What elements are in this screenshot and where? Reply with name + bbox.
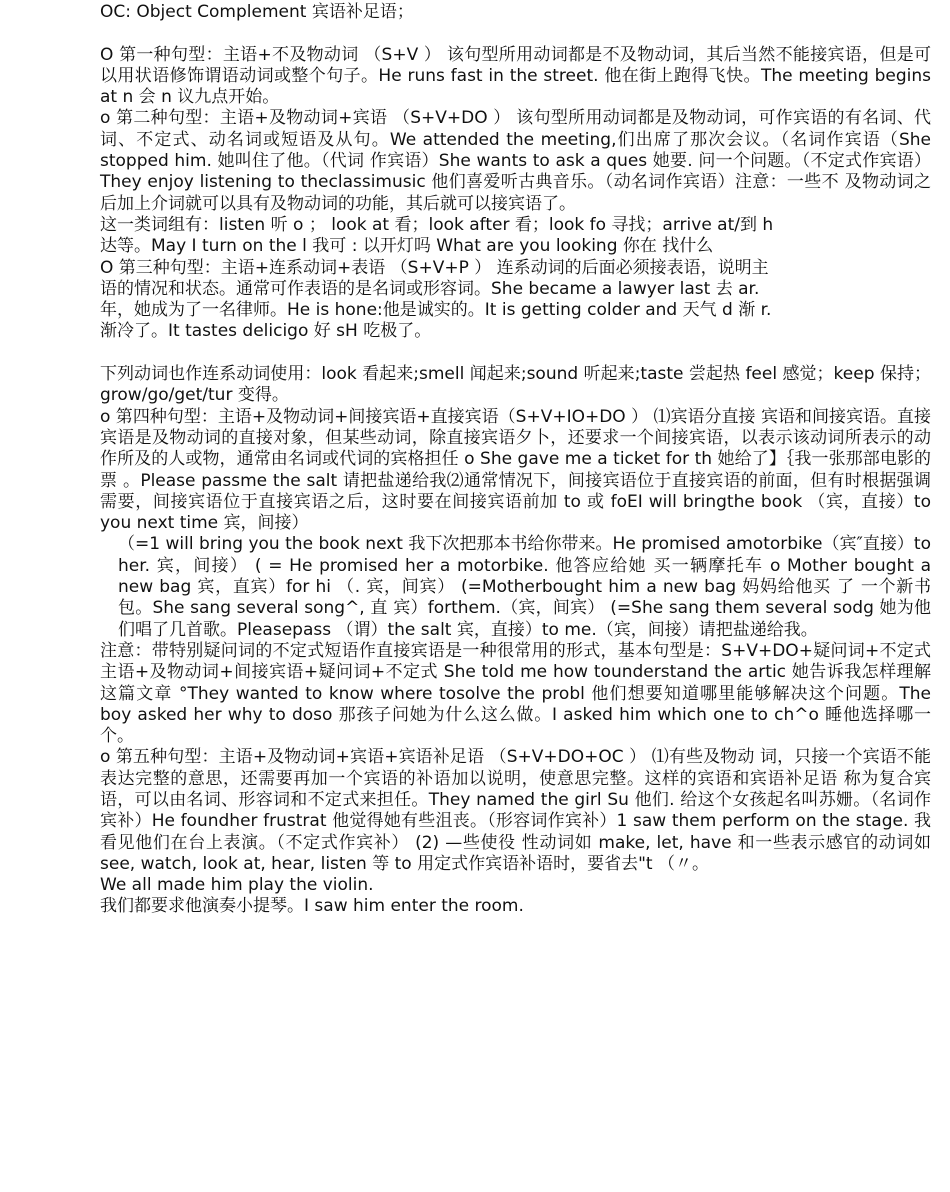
pattern-4-paragraph: o 第四种句型：主语+及物动词+间接宾语+直接宾语（S+V+IO+DO ） ⑴宾语分直接 宾语和间接宾语。直接宾语是及物动词的直接对象，但某些动词，除直接宾语夕卜，还要求一个间接宾语，以表示该动词所表示的动作所及的人或物，通常由名词或代词的宾格担任 o She gave me a ticket for th 她给了】｛我一张那部电影的票 。Please passme the salt 请把盐递给我⑵通常情况下，间接宾语位于直接宾语的前面，但有时根据强调需要，间接宾语位于直接宾语之后，这时要在间接宾语前加 to 或 foEI will bringthe book （宾，直接）to you next time 宾，间接） xyxy=(100,406,931,534)
linking-verbs-paragraph: 下列动词也作连系动词使用：look 看起来;smell 闻起来;sound 听起来;taste 尝起热 feel 感觉；keep 保持；grow/go/get/tur 变得。 xyxy=(100,364,931,406)
pattern-3-line-4: 渐冷了。It tastes delicigo 好 sH 吃极了。 xyxy=(100,321,432,342)
pattern-2-paragraph: o 第二种句型：主语+及物动词+宾语 （S+V+DO ） 该句型所用动词都是及物动词，可作宾语的有名词、代词、不定式、动名词或短语及从句。We attended the meeting,们出席了那次会议。（名词作宾语（She stopped him. 她叫住了他。（代词 作宾语）She wants to ask a ques 她要. 问一个问题。（不定式作宾语）They enjoy listening to theclassimusic 他们喜爱听古典音乐。（动名词作宾语）注意：一些不 及物动词之后加上介词就可以具有及物动词的功能，其后就可以接宾语了。 xyxy=(100,108,931,214)
pattern-3-heading-line: O 第三种句型：主语+连系动词+表语 （S+V+P ） 连系动词的后面必须接表语，说明主 xyxy=(100,257,769,278)
pattern-1-paragraph: O 第一种句型：主语+不及物动词 （S+V ） 该句型所用动词都是不及物动词，其后当然不能接宾语，但是可以用状语修饰谓语动词或整个句子。He runs fast in the street. 他在街上跑得飞快。The meeting begins at n 会 n 议九点开始。 xyxy=(100,44,931,108)
oc-definition: OC: Object Complement 宾语补足语； xyxy=(100,2,414,22)
example-sentence-mixed: 我们都要求他演奏小提琴。I saw him enter the room. xyxy=(100,896,524,917)
pattern-2-phrase-list: 这一类词组有：listen 听 o ； look at 看；look after 看；look fo 寻找；arrive at/到 h xyxy=(100,214,774,235)
pattern-3-line-2: 语的情况和状态。通常可作表语的是名词或形容词。She became a lawyer last 去 ar. xyxy=(100,278,760,299)
blank-line xyxy=(100,23,931,44)
pattern-5-paragraph: o 第五种句型：主语+及物动词+宾语+宾语补足语 （S+V+DO+OC ） ⑴有些及物动 词，只接一个宾语不能表达完整的意思，还需要再加一个宾语的补语加以说明，使意思完整。这样的宾语和宾语补足语 称为复合宾语，可以由名词、形容词和不定式来担任。They named the girl Su 他们. 给这个女孩起名叫苏姗。（名词作宾补）He foundher frustrat 他觉得她有些沮丧。（形容词作宾补）1 saw them perform on the stage. 我看见他们在台上表演。（不定式作宾补） (2) —些使役 性动词如 make, let, have 和一些表示感官的动词如 see, watch, look at, hear, listen 等 to 用定式作宾语补语时，要省去"t （〃。 xyxy=(100,747,931,874)
blank-line xyxy=(100,343,931,364)
document-page xyxy=(100,2,931,918)
example-sentence-en: We all made him play the violin. xyxy=(100,875,374,896)
pattern-2-examples: 达等。May I turn on the l 我可 : 以开灯吗 What are you looking 你在 找什么 xyxy=(100,236,714,257)
pattern-3-line-3: 年，她成为了一名律师。He is hone:他是诚实的。It is getting colder and 天气 d 渐 r. xyxy=(100,300,772,321)
note-paragraph: 注意：带特别疑问词的不定式短语作直接宾语是一种很常用的形式，基本句型是：S+V+DO+疑问词+不定式主语+及物动词+间接宾语+疑问词+不定式 She told me how tounderstand the artic 她告诉我怎样理解这篇文章 °They wanted to know where tosolve the probl 他们想要知道哪里能够解决这个问题。The boy asked her why to doso 那孩子问她为什么这么做。I asked him which one to ch^o 睡他选择哪一个。 xyxy=(100,640,931,747)
pattern-4-examples: （=1 will bring you the book next 我下次把那本书给你带来。He promised amotorbike（宾″直接）to her. 宾，间接） ( = He promised her a motorbike. 他答应给她 买一辆摩托车 o Mother bought a new bag 宾，直宾）for hi （. 宾，间宾） (=Motherbought him a new bag 妈妈给他买 了 一个新书包。She sang several song^, 直 宾）forthem.（宾，间宾） (=She sang them several sodg 她为他们唱了几首歌。Pleasepass （谓）the salt 宾，直接）to me.（宾，间接）请把盐递给我。 xyxy=(118,534,931,640)
